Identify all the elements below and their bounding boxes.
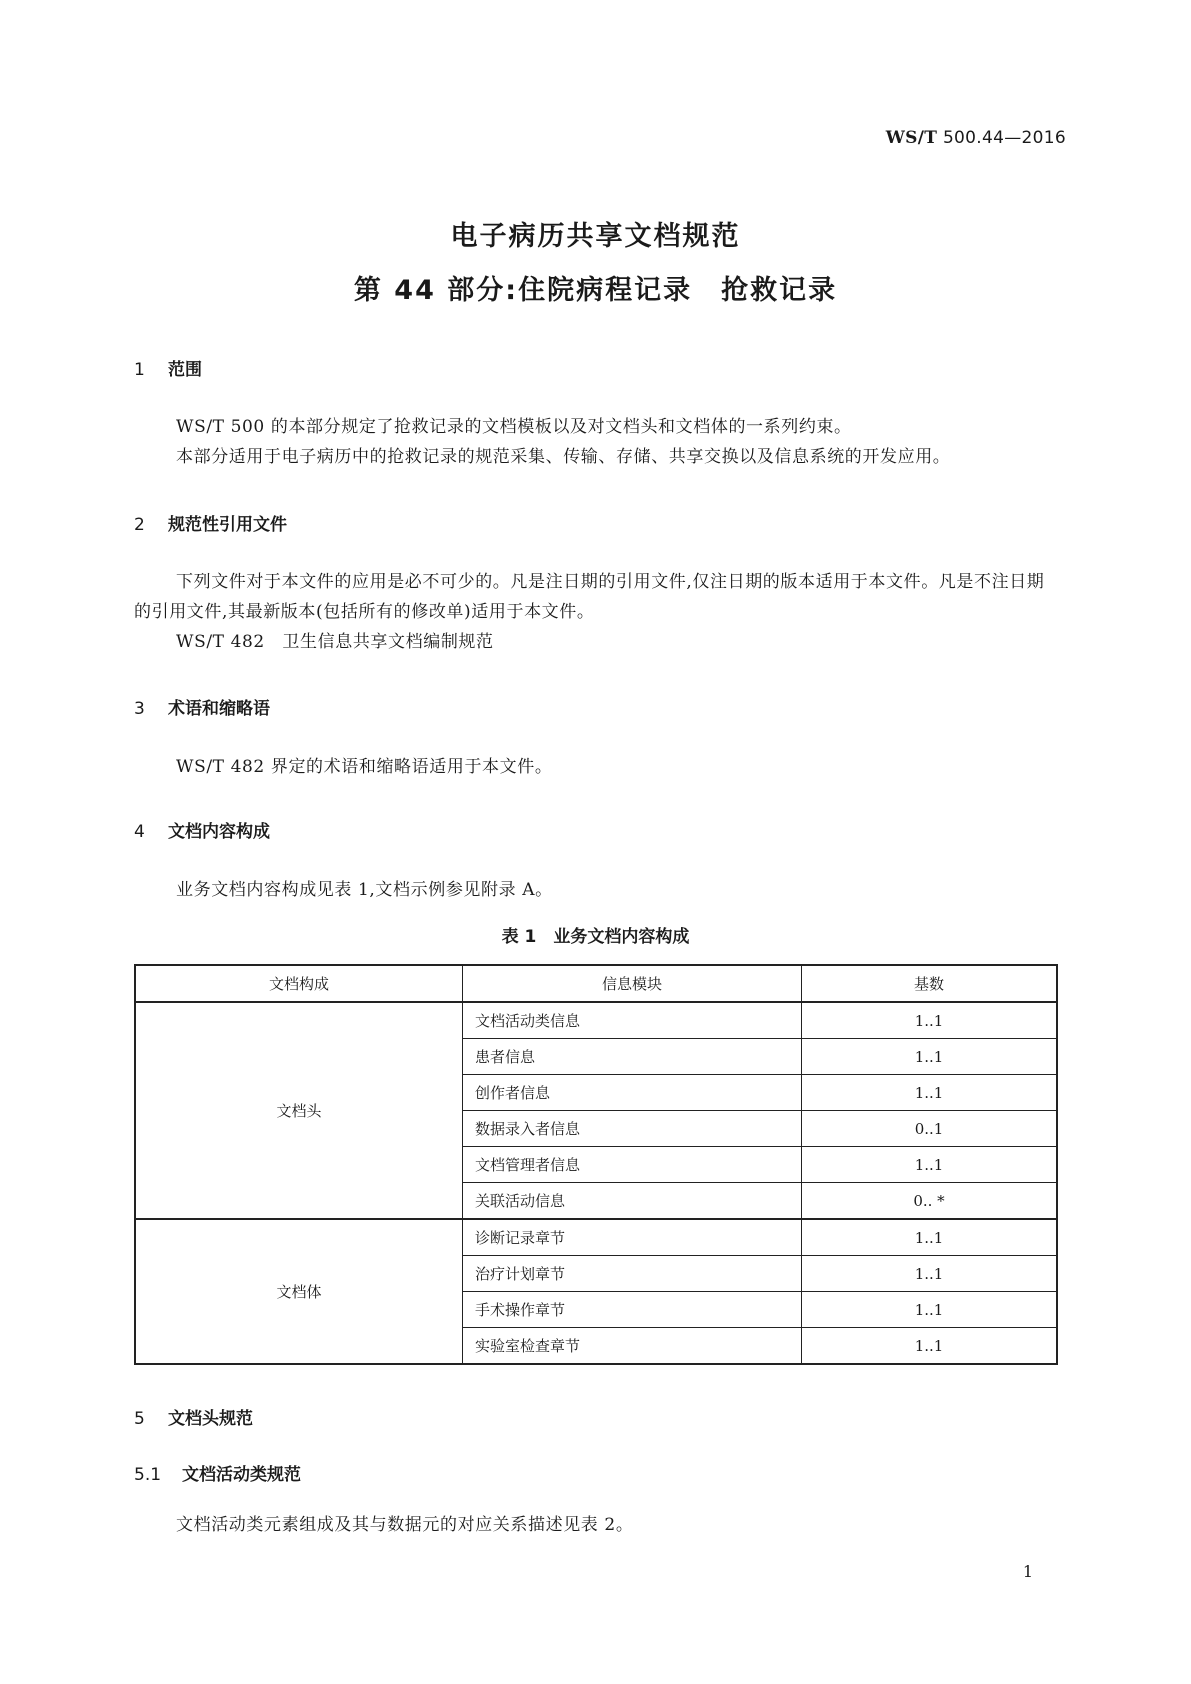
section-number: 5 bbox=[134, 1409, 145, 1429]
section-title: 文档活动类规范 bbox=[182, 1465, 301, 1485]
cardinality-cell: 1..1 bbox=[802, 1039, 1058, 1075]
section-number: 5.1 bbox=[134, 1465, 162, 1485]
cardinality-cell: 1..1 bbox=[802, 1002, 1058, 1039]
doc-title-line2: 第 44 部分:住院病程记录 抢救记录 bbox=[353, 275, 838, 306]
section-heading-5 bbox=[134, 1404, 253, 1429]
section-number: 3 bbox=[134, 699, 145, 719]
section-heading-5-1 bbox=[134, 1460, 301, 1485]
module-cell: 文档活动类信息 bbox=[463, 1002, 802, 1039]
table-caption: 表 1 业务文档内容构成 bbox=[501, 927, 690, 947]
cardinality-cell: 1..1 bbox=[802, 1292, 1058, 1328]
cardinality-cell: 1..1 bbox=[802, 1219, 1058, 1256]
cardinality-cell: 0..1 bbox=[802, 1111, 1058, 1147]
section-number: 1 bbox=[134, 360, 145, 380]
page-number: 1 bbox=[1022, 1562, 1033, 1581]
module-cell: 诊断记录章节 bbox=[463, 1219, 802, 1256]
paragraph-5-1: 文档活动类元素组成及其与数据元的对应关系描述见表 2。 bbox=[176, 1515, 634, 1535]
cardinality-cell: 1..1 bbox=[802, 1256, 1058, 1292]
section-title: 文档头规范 bbox=[168, 1409, 253, 1429]
section-title: 术语和缩略语 bbox=[168, 699, 270, 719]
table-row bbox=[135, 1002, 1057, 1039]
standard-code-number: 500.44—2016 bbox=[942, 128, 1066, 148]
section-number: 4 bbox=[134, 822, 145, 842]
section-title: 文档内容构成 bbox=[168, 822, 270, 842]
section-heading-2 bbox=[134, 510, 287, 535]
group-cell: 文档头 bbox=[135, 1002, 463, 1219]
cardinality-cell: 0.. * bbox=[802, 1183, 1058, 1220]
module-cell: 手术操作章节 bbox=[463, 1292, 802, 1328]
module-cell: 文档管理者信息 bbox=[463, 1147, 802, 1183]
standard-code-prefix: WS/T bbox=[885, 128, 938, 148]
module-cell: 创作者信息 bbox=[463, 1075, 802, 1111]
module-cell: 实验室检查章节 bbox=[463, 1328, 802, 1365]
cardinality-cell: 1..1 bbox=[802, 1328, 1058, 1365]
section-heading-3 bbox=[134, 694, 270, 719]
module-cell: 患者信息 bbox=[463, 1039, 802, 1075]
cardinality-cell: 1..1 bbox=[802, 1147, 1058, 1183]
section-title: 规范性引用文件 bbox=[168, 515, 287, 535]
table-header-cell: 信息模块 bbox=[463, 965, 802, 1002]
cardinality-cell: 1..1 bbox=[802, 1075, 1058, 1111]
module-cell: 数据录入者信息 bbox=[463, 1111, 802, 1147]
doc-title-line1: 电子病历共享文档规范 bbox=[450, 221, 741, 252]
table-row bbox=[135, 1219, 1057, 1256]
standard-code bbox=[886, 128, 1066, 148]
section-number: 2 bbox=[134, 515, 145, 535]
content-structure-table bbox=[134, 964, 1058, 1365]
module-cell: 治疗计划章节 bbox=[463, 1256, 802, 1292]
paragraph-scope-1: WS/T 500 的本部分规定了抢救记录的文档模板以及对文档头和文档体的一系列约束。 bbox=[176, 417, 852, 437]
module-cell: 关联活动信息 bbox=[463, 1183, 802, 1220]
section-heading-4 bbox=[134, 817, 270, 842]
section-heading-1 bbox=[134, 355, 202, 380]
table-header-cell: 文档构成 bbox=[135, 965, 463, 1002]
section-title: 范围 bbox=[168, 360, 202, 380]
paragraph-content: 业务文档内容构成见表 1,文档示例参见附录 A。 bbox=[176, 880, 553, 900]
paragraph-terms: WS/T 482 界定的术语和缩略语适用于本文件。 bbox=[176, 757, 553, 777]
group-cell: 文档体 bbox=[135, 1219, 463, 1364]
paragraph-ref-item: WS/T 482 卫生信息共享文档编制规范 bbox=[176, 632, 494, 652]
table-header-cell: 基数 bbox=[802, 965, 1058, 1002]
paragraph-scope-2: 本部分适用于电子病历中的抢救记录的规范采集、传输、存储、共享交换以及信息系统的开发应用。 bbox=[176, 447, 951, 467]
paragraph-normative-refs: 下列文件对于本文件的应用是必不可少的。凡是注日期的引用文件,仅注日期的版本适用于本文件。凡是不注日期的引用文件,其最新版本(包括所有的修改单)适用于本文件。 bbox=[134, 572, 1045, 622]
